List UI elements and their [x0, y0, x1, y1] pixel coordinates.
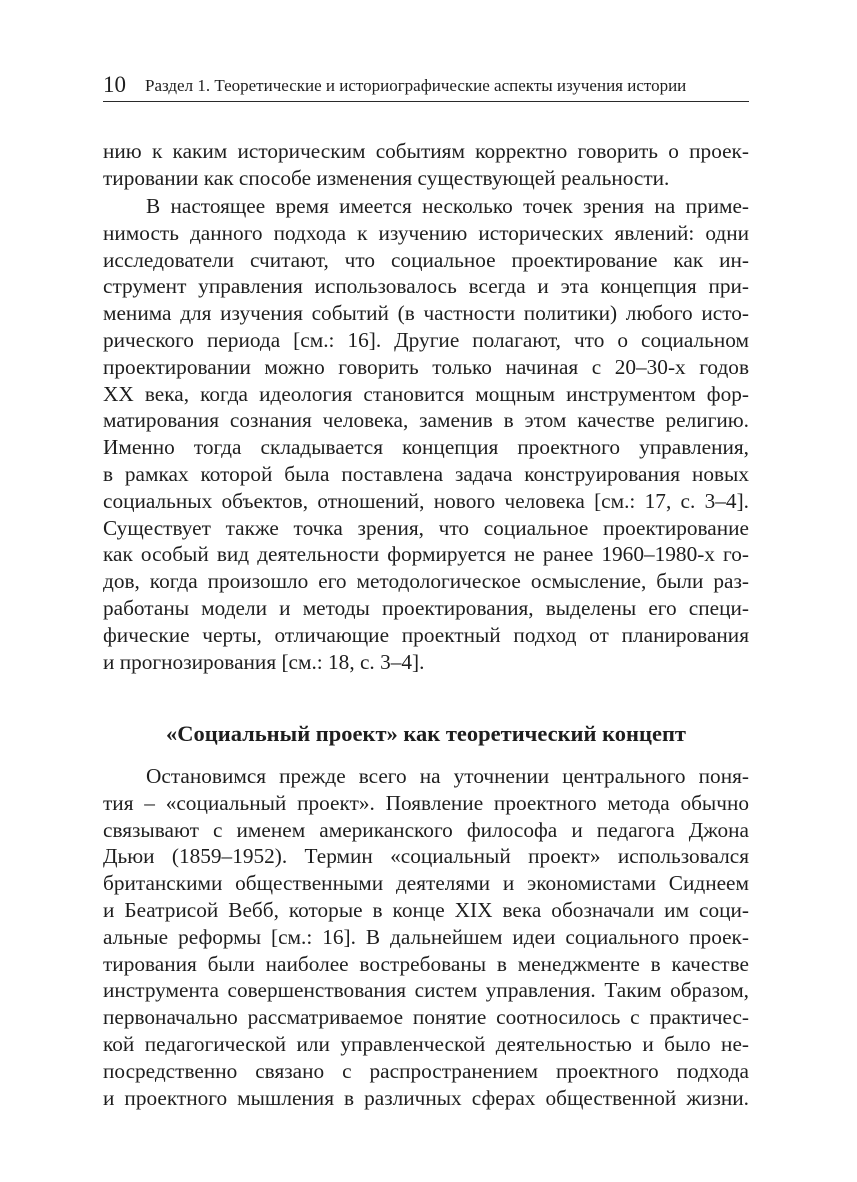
- text-line: В настоящее время имеется несколько точек зрения на приме-: [146, 194, 749, 218]
- text-line: альные реформы [см.: 16]. В дальнейшем идеи социального проек-: [103, 924, 749, 949]
- text-line: нию к каким историческим событиям корректно говорить о проек-: [103, 139, 749, 163]
- text-line: британскими общественными деятелями и экономистами Сиднеем: [103, 871, 749, 896]
- text-line: матирования сознания человека, заменив в этом качестве религию.: [103, 408, 749, 433]
- text-line: тировании как способе изменения существующей реальности.: [103, 165, 670, 190]
- text-line: нимость данного подхода к изучению исторических явлений: одни: [103, 220, 749, 245]
- paragraph-social-project: [103, 763, 749, 1111]
- paragraph-viewpoints: [103, 193, 749, 675]
- section-title: «Социальный проект» как теоретический концепт: [166, 721, 686, 746]
- text-line: рического периода [см.: 16]. Другие полагают, что о социальном: [103, 327, 749, 352]
- page-header: [103, 66, 749, 102]
- text-line: исследователи считают, что социальное проектирование как ин-: [103, 247, 749, 272]
- text-line: и прогнозирования [см.: 18, с. 3–4].: [103, 649, 425, 674]
- text-line: проектировании можно говорить только начиная с 20–30-х годов: [103, 354, 749, 379]
- text-line: и Беатрисой Вебб, которые в конце XIX века обозначали им соци-: [103, 897, 749, 922]
- text-line: Остановимся прежде всего на уточнении центрального поня-: [146, 764, 749, 788]
- text-line: как особый вид деятельности формируется не ранее 1960–1980-х го-: [103, 542, 749, 567]
- text-line: тия – «социальный проект». Появление проектного метода обычно: [103, 790, 749, 815]
- text-line: Именно тогда складывается концепция проектного управления,: [103, 435, 749, 460]
- text-line: инструмента совершенствования систем управления. Таким образом,: [103, 978, 749, 1003]
- paragraph-continuation: [103, 138, 749, 192]
- text-line: первоначально рассматриваемое понятие соотносилось с практичес-: [103, 1005, 749, 1030]
- text-line: и проектного мышления в различных сферах общественной жизни.: [103, 1085, 749, 1110]
- text-line: тирования были наиболее востребованы в менеджменте в качестве: [103, 951, 749, 976]
- text-line: связывают с именем американского философа и педагога Джона: [103, 817, 749, 842]
- text-line: кой педагогической или управленческой деятельностью и было не-: [103, 1031, 749, 1056]
- text-line: XX века, когда идеология становится мощным инструментом фор-: [103, 381, 749, 406]
- text-line: струмент управления использовалось всегда и эта концепция при-: [103, 274, 749, 299]
- text-line: социальных объектов, отношений, нового человека [см.: 17, с. 3–4].: [103, 488, 749, 513]
- text-line: посредственно связано с распространением проектного подхода: [103, 1058, 749, 1083]
- running-head: Раздел 1. Теоретические и историографические аспекты изучения истории: [145, 76, 687, 95]
- text-line: работаны модели и методы проектирования, выделены его специ-: [103, 595, 749, 620]
- text-line: Существует также точка зрения, что социальное проектирование: [103, 515, 749, 540]
- text-line: Дьюи (1859–1952). Термин «социальный проект» использовался: [103, 844, 749, 869]
- page-number: 10: [103, 72, 126, 97]
- text-line: фические черты, отличающие проектный подход от планирования: [103, 622, 749, 647]
- text-line: дов, когда произошло его методологическое осмысление, были раз-: [103, 569, 749, 594]
- text-line: в рамках которой была поставлена задача конструирования новых: [103, 461, 749, 486]
- text-line: менима для изучения событий (в частности политики) любого исто-: [103, 301, 749, 326]
